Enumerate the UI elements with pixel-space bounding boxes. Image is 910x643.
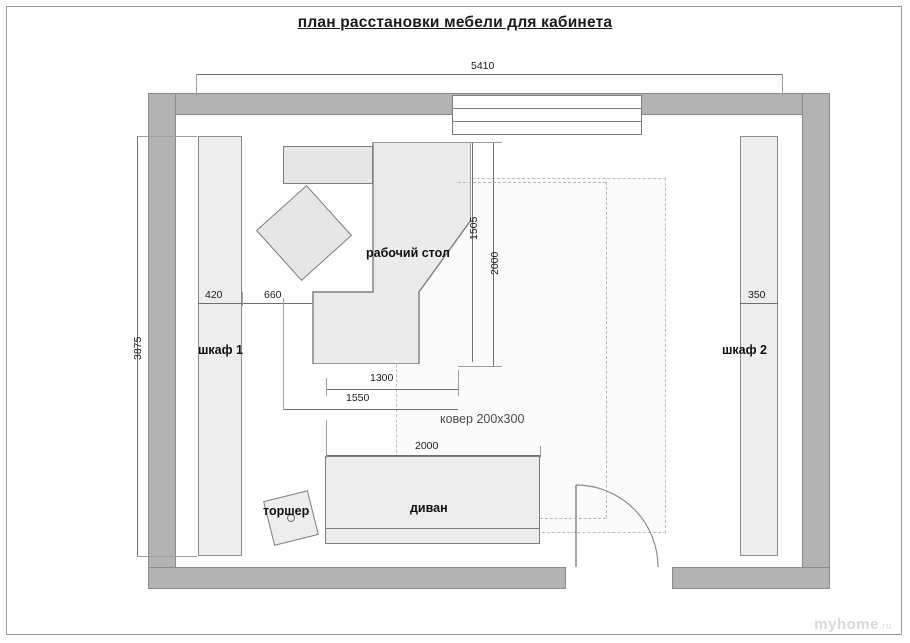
window <box>452 95 642 135</box>
dim-line-desk-1550 <box>283 409 458 410</box>
watermark <box>814 616 892 633</box>
dim-ext-line <box>137 136 197 137</box>
wall-right <box>802 93 830 589</box>
dim-ext-line <box>540 446 541 458</box>
sofa-label: диван <box>410 501 448 515</box>
watermark-suffix: .ru <box>878 621 892 631</box>
dim-line-desk-1300 <box>326 389 458 390</box>
dim-ext-line <box>326 420 327 458</box>
page-title: план расстановки мебели для кабинета <box>297 14 613 31</box>
closet-2-label: шкаф 2 <box>722 343 767 357</box>
dim-ext-line <box>312 292 313 306</box>
dim-sofa-2000: 2000 <box>415 440 439 452</box>
dim-closet1-width: 660 <box>264 289 282 301</box>
window-pane-line <box>452 121 642 122</box>
dim-desk-1300: 1300 <box>370 372 394 384</box>
dim-ext-line <box>137 556 197 557</box>
dim-ext-line <box>458 366 502 367</box>
dim-line-desk-1505 <box>472 142 473 362</box>
dim-line-room-width <box>196 74 782 75</box>
wall-left <box>148 93 176 589</box>
dim-ext-line <box>458 370 459 396</box>
desk-label: рабочий стол <box>366 246 450 260</box>
dim-line-closet1-depth <box>198 303 242 304</box>
carpet-label: ковер 200х300 <box>440 412 525 426</box>
dim-room-height: 3875 <box>132 336 144 360</box>
dim-ext-line <box>196 74 197 96</box>
dim-room-width: 5410 <box>471 60 495 72</box>
closet-1-label: шкаф 1 <box>198 343 243 357</box>
wall-bottom-right <box>672 567 830 589</box>
dim-desk-1505: 1505 <box>468 216 480 240</box>
sofa-seat-line <box>325 456 540 529</box>
dim-line-sofa-2000 <box>326 455 540 456</box>
dim-desk-2000: 2000 <box>489 251 501 275</box>
guide-line <box>458 182 606 183</box>
guide-line <box>540 518 606 519</box>
dim-ext-line <box>242 292 243 306</box>
wall-bottom-left <box>148 567 566 589</box>
dim-line-closet1-width <box>242 303 312 304</box>
dim-ext-line <box>326 378 327 396</box>
dim-desk-1550: 1550 <box>346 392 370 404</box>
dim-ext-line <box>283 298 284 410</box>
dim-ext-line <box>458 142 502 143</box>
guide-line <box>606 182 607 518</box>
dim-closet1-depth: 420 <box>205 289 223 301</box>
dim-ext-line <box>782 74 783 96</box>
dim-line-closet2-depth <box>740 303 778 304</box>
floor-lamp-label: торшер <box>263 504 310 518</box>
window-pane-line <box>452 108 642 109</box>
dim-closet2-depth: 350 <box>748 289 766 301</box>
watermark-text: myhome <box>814 616 879 633</box>
